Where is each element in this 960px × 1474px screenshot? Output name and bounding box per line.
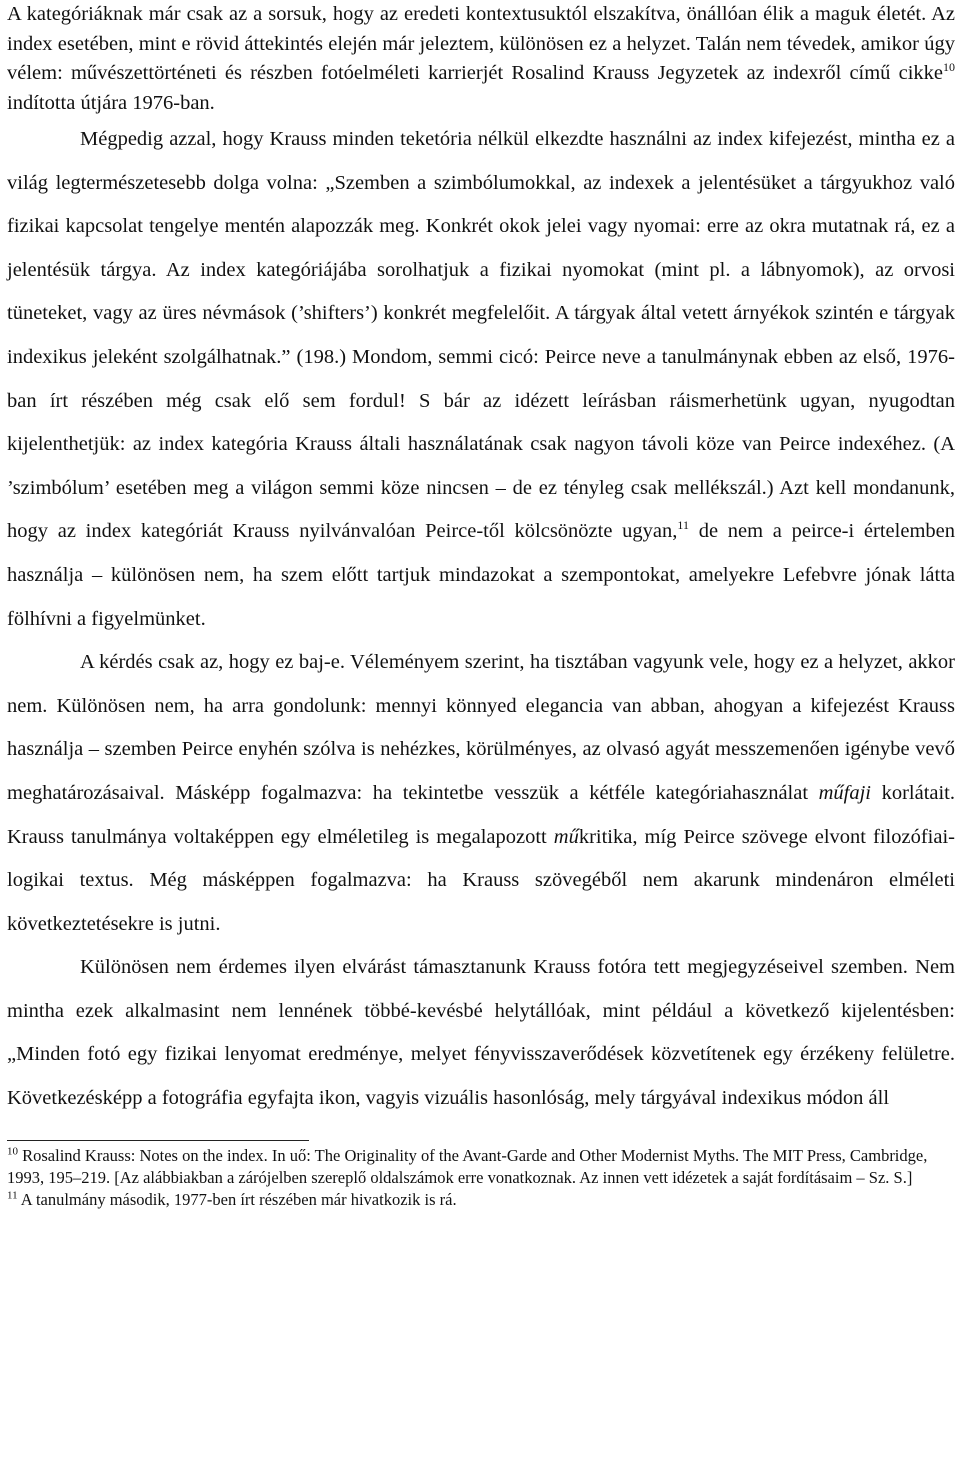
paragraph-1-text: A kategóriáknak már csak az a sorsuk, hogy az eredeti kontextusuktól elszakítva, önállóan élik a maguk életét. Az index esetében, mint e rövid áttekintés elején már jeleztem, különösen ez a helyzet. Talán nem tévedek, amikor úgy vélem: művészettörténeti és részben fotóelméleti karrierjét Rosalind Krauss Jegyzetek az indexről című cikke [7, 3, 955, 84]
paragraph-3-text: A kérdés csak az, hogy ez baj-e. Véleményem szerint, ha tisztában vagyunk vele, hogy ez a helyzet, akkor nem. Különösen nem, ha arra gondolunk: mennyi könnyed elegancia van abban, ahogyan a kifejezést Krauss használja – szemben Peirce enyhén szólva is nehézkes, körülményes, az olvasó agyát messzemenően igénybe vevő meghatározásaival. Másképp fogalmazva: ha tekintetbe vesszük a kétféle kategóriahasználat [7, 651, 955, 804]
paragraph-3 [7, 641, 955, 946]
document-page [7, 0, 955, 1211]
footnote-11-number: 11 [7, 1189, 18, 1202]
footnote-ref-11[interactable]: 11 [677, 518, 689, 533]
emphasis-mu: mű [553, 825, 579, 848]
footnote-11-text: A tanulmány második, 1977-ben írt részében már hivatkozik is rá. [17, 1189, 457, 1209]
paragraph-1-text-end: indította útjára 1976-ban. [7, 91, 215, 114]
paragraph-3-text-end: kritika, míg Peirce szövege elvont filozófiai-logikai textus. Még másképpen fogalmazva: ha Krauss szövegéből nem akarunk mindenáron elméleti következtetésekre is jutni. [7, 825, 955, 935]
footnote-10 [7, 1145, 955, 1189]
paragraph-2 [7, 118, 955, 641]
footnote-ref-10[interactable]: 10 [943, 60, 955, 75]
paragraph-3-text-mid: korlátait. Krauss tanulmánya voltaképpen egy elméletileg is megalapozott [7, 781, 956, 848]
footnote-10-text: Rosalind Krauss: Notes on the index. In uő: The Originality of the Avant-Garde and Other Modernist Myths. The MIT Press, Cambridge, 1993, 195–219. [Az alábbiakban a zárójelben szereplő oldalszámok erre vonatkoznak. Az innen vett idézetek a saját fordításaim – Sz. S.] [7, 1145, 928, 1187]
footnote-11 [7, 1189, 955, 1211]
paragraph-2-text-end: de nem a peirce-i értelemben használja – különösen nem, ha szem előtt tartjuk mindazokat a szempontokat, amelyekre Lefebvre jónak látta fölhívni a figyelmünket. [7, 520, 955, 630]
paragraph-2-text: Mégpedig azzal, hogy Krauss minden teketória nélkül elkezdte használni az index kifejezést, mintha ez a világ legtermészetesebb dolga volna: „Szemben a szimbólumokkal, az indexek a jelentésüket a tárgyukhoz való fizikai kapcsolat tengelye mentén alapozzák meg. Konkrét okok jelei vagy nyomai: erre az okra mutatnak rá, ez a jelentésük tárgya. Az index kategóriájába sorolhatjuk a fizikai nyomokat (mint pl. a lábnyomok), az orvosi tüneteket, vagy az üres névmások (’shifters’) konkrét megfelelőit. A tárgyak által vetett árnyékok szintén e tárgyak indexikus jeleként szolgálhatnak.” (198.) Mondom, semmi cicó: Peirce neve a tanulmánynak ebben az első, 1976-ban írt részében még csak elő sem fordul! S bár az idézett leírásban ráismerhetünk ugyan, nyugodtan kijelenthetjük: az index kategória Krauss általi használatának csak nagyon távoli köze van Peirce indexéhez. (A ’szimbólum’ esetében meg a világon semmi köze nincsen – de ez tényleg csak mellékszál.) Azt kell mondanunk, hogy az index kategóriát Krauss nyilvánvalóan Peirce-től kölcsönözte ugyan, [7, 128, 955, 543]
paragraph-4-text: Különösen nem érdemes ilyen elvárást támasztanunk Krauss fotóra tett megjegyzéseivel szemben. Nem mintha ezek alkalmasint nem lennének többé-kevésbé helytállóak, mint például a következő kijelentésben: „Minden fotó egy fizikai lenyomat eredménye, melyet fényvisszaverődések közvetítenek egy érzékeny felületre. Következésképp a fotográfia egyfajta ikon, vagyis vizuális hasonlóság, mely tárgyával indexikus módon áll [7, 956, 955, 1110]
footnote-separator [7, 1140, 309, 1141]
footnote-10-number: 10 [7, 1145, 18, 1158]
paragraph-4 [7, 946, 955, 1120]
emphasis-mufaji: műfaji [818, 781, 872, 804]
paragraph-1 [7, 0, 955, 118]
